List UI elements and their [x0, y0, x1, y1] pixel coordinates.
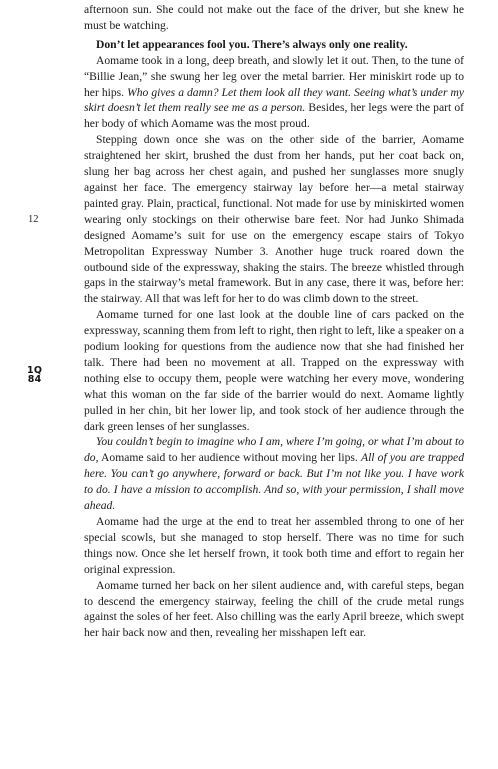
page-number: 12: [28, 214, 39, 225]
running-head-line-1: 1Q: [27, 365, 43, 376]
text-segment: afternoon sun. She could not make out the face of the driver, but she knew he must be watching.: [84, 3, 464, 32]
italic-text-segment: All of you are trapped here. You can’t go anywhere, forward or back. But I’m not like you. I have work to do. I have a mission to accomplish. And so, with your permission, I shall move ahead.: [84, 451, 465, 513]
paragraph-4: [84, 132, 464, 307]
paragraph-8: [84, 578, 464, 642]
text-segment: Aomame turned for one last look at the double line of cars packed on the expressway, scanning them from left to right, then right to left, like a speaker on a podium looking for questions from the audience now that she had finished her talk. There had been no movement at all. Trapped on the expressway with nothing else to occupy them, people were watching her every move, wondering what this woman on the far side of the barrier would do next. Aomame lightly pulled in her chin, bit her lower lip, and took stock of her audience through the dark green lenses of her sunglasses.: [84, 308, 464, 433]
text-segment: Stepping down once she was on the other side of the barrier, Aomame straightened her skirt, brushed the dust from her hands, put her coat back on, slung her bag across her chest again, and pushed her sunglasses more snugly against her face. The emergency stairway lay before her—a metal stairway painted gray. Plain, practical, functional. Not made for use by miniskirted women wearing only stockings on their otherwise bare feet. Nor had Junko Shimada designed Aomame’s suit for use on the emergency escape stairs of Tokyo Metropolitan Expressway Number 3. Another huge truck roared down the outbound side of the expressway, shaking the stairs. The breeze whistled through gaps in the stairway’s metal framework. But in any case, there it was, before her: the stairway. All that was left for her to do was climb down to the street.: [84, 133, 464, 306]
paragraph-7: [84, 514, 464, 578]
running-head: [27, 366, 42, 384]
text-segment: Aomame turned her back on her silent audience and, with careful steps, began to descend the emergency stairway, feeling the chill of the crude metal rungs against the soles of her feet. Also chilling was the early April breeze, which swept her hair back now and then, revealing her misshapen left ear.: [84, 578, 464, 640]
bold-text-segment: Don’t let appearances fool you. There’s always only one reality.: [96, 37, 408, 51]
running-head-line-2: 84: [27, 374, 42, 385]
text-segment: Aomame had the urge at the end to treat her assembled throng to one of her special scowls, but she managed to stop herself. There was no time for such things now. Once she let herself frown, it took both time and effort to regain her original expression.: [84, 515, 464, 576]
italic-text-segment: You couldn’t begin to imagine who I am, where I’m going, or what I’m about to do,: [84, 435, 464, 465]
body-text: [84, 2, 464, 641]
italic-text-segment: Who gives a damn? Let them look all they want. Seeing what’s under my skirt doesn’t let them really see me as a person.: [84, 85, 465, 115]
text-segment: Besides, her legs were the part of her body of which Aomame was the most proud.: [84, 101, 464, 131]
text-segment: Aomame took in a long, deep breath, and slowly let it out. Then, to the tune of “Billie Jean,” she swung her leg over the metal barrier. Her miniskirt rode up to her hips.: [84, 53, 464, 99]
paragraph-5: [84, 307, 464, 434]
paragraph-1: [84, 2, 464, 34]
text-segment: Aomame said to her audience without moving her lips.: [98, 451, 361, 465]
paragraph-2: [84, 37, 464, 53]
paragraph-6: [84, 434, 464, 514]
paragraph-3: [84, 53, 464, 133]
